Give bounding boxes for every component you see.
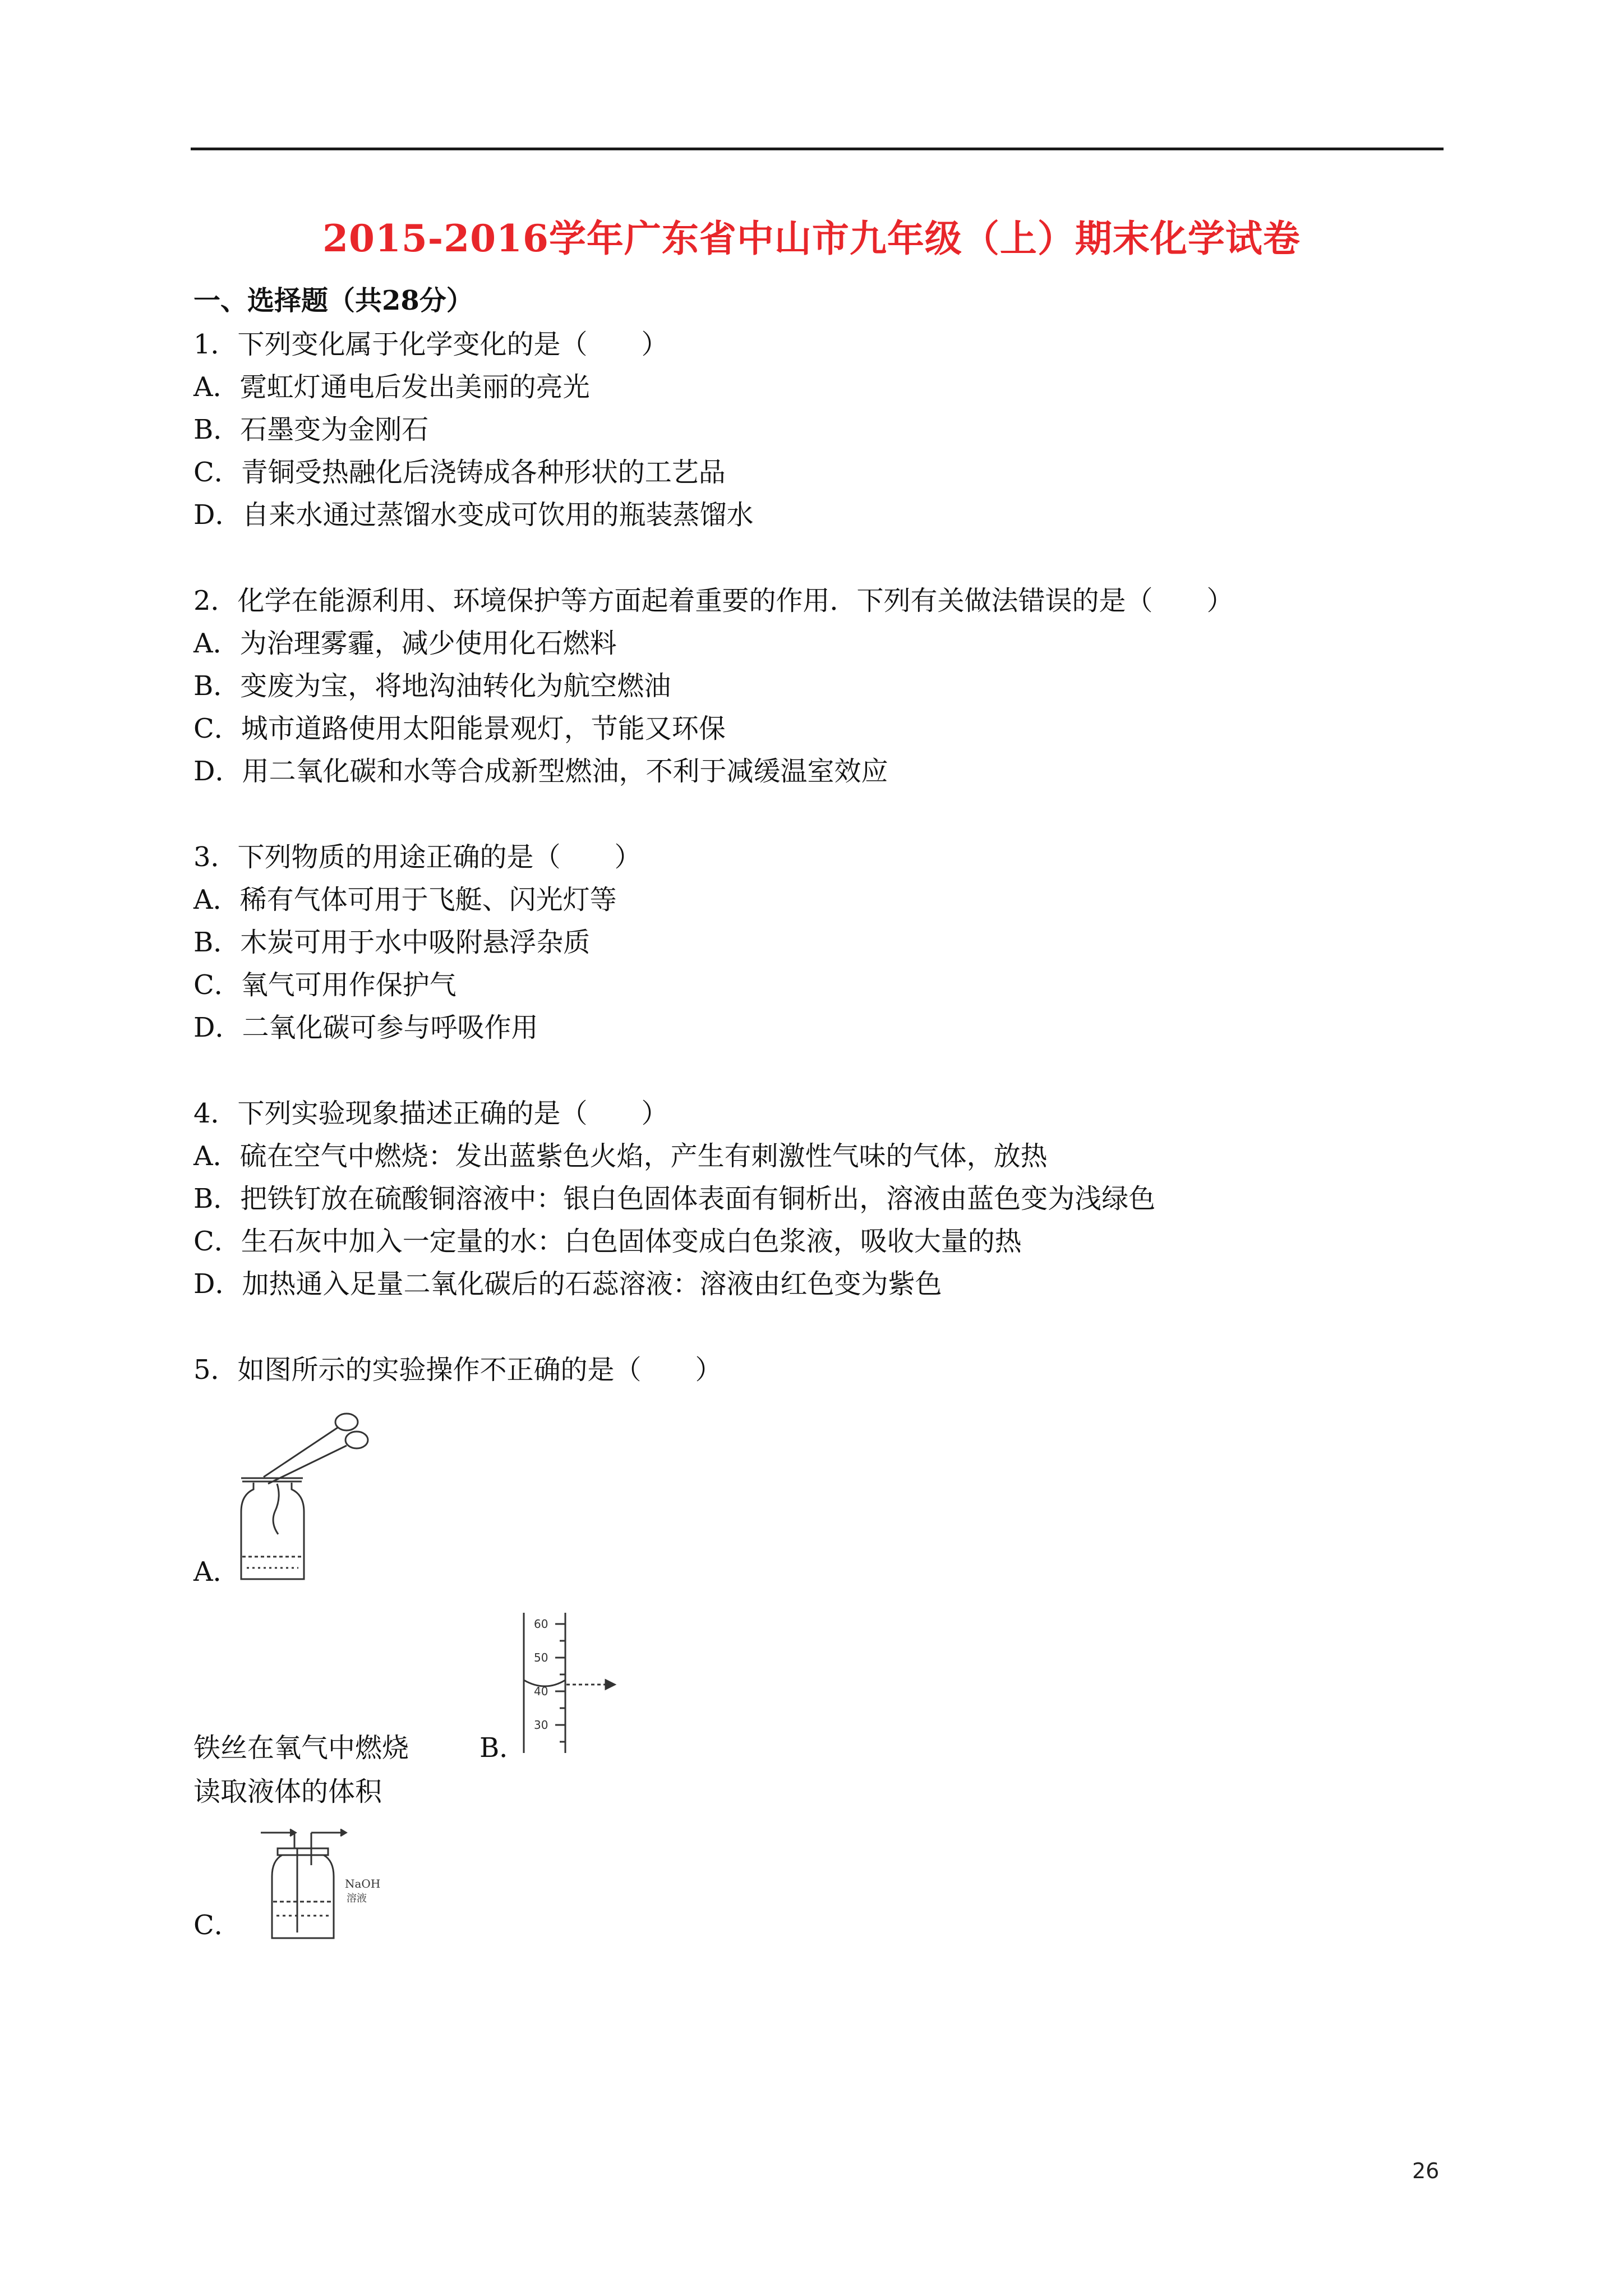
question-2-stem: 2．化学在能源利用、环境保护等方面起着重要的作用．下列有关做法错误的是（ ） [193, 585, 1234, 616]
cylinder-tick-60: 60 [534, 1617, 548, 1631]
question-1-option-d: D．自来水通过蒸馏水变成可饮用的瓶装蒸馏水 [193, 499, 754, 531]
page-number: 26 [1412, 2159, 1440, 2183]
question-3-option-d: D．二氧化碳可参与呼吸作用 [193, 1012, 538, 1043]
naoh-solution-label: 溶液 [347, 1893, 367, 1904]
question-5-option-a-letter: A． [193, 1556, 240, 1588]
gas-washing-bottle-figure [255, 1826, 401, 1944]
question-5-option-b-letter: B． [479, 1732, 527, 1764]
question-4-option-a: A．硫在空气中燃烧：发出蓝紫色火焰，产生有刺激性气味的气体，放热 [193, 1140, 1048, 1172]
question-1-stem: 1．下列变化属于化学变化的是（ ） [193, 329, 668, 360]
question-3-option-b: B．木炭可用于水中吸附悬浮杂质 [193, 927, 591, 958]
question-5-stem: 5．如图所示的实验操作不正确的是（ ） [193, 1354, 722, 1386]
question-2-option-a: A．为治理雾霾，减少使用化石燃料 [193, 628, 617, 659]
question-1-option-a: A．霓虹灯通电后发出美丽的亮光 [193, 371, 590, 403]
question-3-option-c: C．氧气可用作保护气 [193, 969, 457, 1001]
question-4-option-b: B．把铁钉放在硫酸铜溶液中：银白色固体表面有铜析出，溶液由蓝色变为浅绿色 [193, 1183, 1156, 1214]
naoh-label: NaOH [345, 1877, 381, 1890]
question-2-option-b: B．变废为宝，将地沟油转化为航空燃油 [193, 670, 671, 702]
cylinder-tick-30: 30 [534, 1718, 548, 1732]
question-1-option-b: B．石墨变为金刚石 [193, 414, 429, 445]
graduated-cylinder-figure [522, 1613, 623, 1759]
question-5-option-c-letter: C． [193, 1910, 241, 1941]
iron-wire-combustion-figure [230, 1405, 376, 1585]
question-1-option-c: C．青铜受热融化后浇铸成各种形状的工艺品 [193, 457, 726, 488]
section-heading: 一、选择题（共28分） [193, 285, 473, 316]
question-5-option-b-caption: 读取液体的体积 [193, 1776, 382, 1807]
question-5-option-a-caption: 铁丝在氧气中燃烧 [193, 1732, 409, 1764]
question-2-option-c: C．城市道路使用太阳能景观灯，节能又环保 [193, 713, 726, 744]
question-2-option-d: D．用二氧化碳和水等合成新型燃油，不利于减缓温室效应 [193, 756, 888, 787]
question-4-option-d: D．加热通入足量二氧化碳后的石蕊溶液：溶液由红色变为紫色 [193, 1268, 942, 1300]
cylinder-tick-40: 40 [534, 1685, 548, 1698]
question-4-stem: 4．下列实验现象描述正确的是（ ） [193, 1098, 668, 1129]
question-4-option-c: C．生石灰中加入一定量的水：白色固体变成白色浆液，吸收大量的热 [193, 1226, 1022, 1257]
header-rule [191, 148, 1444, 150]
exam-title: 2015-2016学年广东省中山市九年级（上）期末化学试卷 [322, 217, 1301, 260]
question-3-stem: 3．下列物质的用途正确的是（ ） [193, 841, 642, 873]
question-3-option-a: A．稀有气体可用于飞艇、闪光灯等 [193, 884, 617, 915]
cylinder-tick-50: 50 [534, 1651, 548, 1664]
